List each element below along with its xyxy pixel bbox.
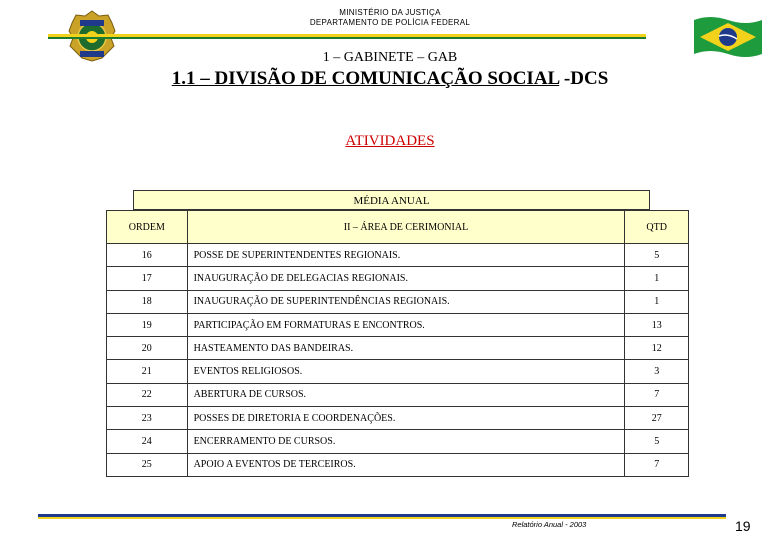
- row-qtd: 7: [625, 383, 689, 406]
- row-order: 25: [107, 453, 188, 476]
- row-activity: INAUGURAÇÃO DE SUPERINTENDÊNCIAS REGIONAIS.: [187, 290, 625, 313]
- footer-rule-yellow: [38, 517, 726, 519]
- row-activity: POSSES DE DIRETORIA E COORDENAÇÕES.: [187, 407, 625, 430]
- header-rule-green: [48, 37, 646, 39]
- table-row: [107, 430, 689, 453]
- report-label: Relatório Anual - 2003: [512, 520, 587, 529]
- table-row: [107, 244, 689, 267]
- row-activity: INAUGURAÇÃO DE DELEGACIAS REGIONAIS.: [187, 267, 625, 290]
- division-title: [0, 68, 780, 90]
- row-order: 19: [107, 313, 188, 336]
- row-activity: EVENTOS RELIGIOSOS.: [187, 360, 625, 383]
- row-order: 16: [107, 244, 188, 267]
- table-row: [107, 453, 689, 476]
- activities-table: [106, 210, 689, 477]
- header-text: [0, 8, 780, 28]
- department-name: DEPARTAMENTO DE POLÍCIA FEDERAL: [309, 18, 471, 27]
- row-order: 24: [107, 430, 188, 453]
- activities-title: ATIVIDADES: [345, 133, 435, 149]
- table-row: [107, 337, 689, 360]
- row-activity: ABERTURA DE CURSOS.: [187, 383, 625, 406]
- page-number: 19: [735, 518, 751, 534]
- row-qtd: 5: [625, 244, 689, 267]
- row-qtd: 27: [625, 407, 689, 430]
- table-row: [107, 313, 689, 336]
- division-title-suffix: -DCS: [559, 68, 609, 89]
- column-header-area: II – ÁREA DE CERIMONIAL: [187, 211, 625, 244]
- row-order: 17: [107, 267, 188, 290]
- row-qtd: 13: [625, 313, 689, 336]
- row-qtd: 5: [625, 430, 689, 453]
- table-row: [107, 360, 689, 383]
- row-activity: APOIO A EVENTOS DE TERCEIROS.: [187, 453, 625, 476]
- row-order: 23: [107, 407, 188, 430]
- table-row: [107, 383, 689, 406]
- ministry-name: MINISTÉRIO DA JUSTIÇA: [339, 8, 441, 17]
- row-qtd: 12: [625, 337, 689, 360]
- row-activity: ENCERRAMENTO DE CURSOS.: [187, 430, 625, 453]
- row-qtd: 1: [625, 290, 689, 313]
- table-header-row: [107, 211, 689, 244]
- table-row: [107, 267, 689, 290]
- table-row: [107, 290, 689, 313]
- section-title: 1 – GABINETE – GAB: [322, 50, 458, 65]
- row-qtd: 1: [625, 267, 689, 290]
- row-activity: HASTEAMENTO DAS BANDEIRAS.: [187, 337, 625, 360]
- column-header-qtd: QTD: [625, 211, 689, 244]
- row-order: 18: [107, 290, 188, 313]
- division-title-main: 1.1 – DIVISÃO DE COMUNICAÇÃO SOCIAL: [171, 68, 560, 89]
- row-activity: PARTICIPAÇÃO EM FORMATURAS E ENCONTROS.: [187, 313, 625, 336]
- row-order: 21: [107, 360, 188, 383]
- row-qtd: 7: [625, 453, 689, 476]
- table-caption: MÉDIA ANUAL: [133, 190, 650, 210]
- row-order: 22: [107, 383, 188, 406]
- row-qtd: 3: [625, 360, 689, 383]
- table-row: [107, 407, 689, 430]
- row-activity: POSSE DE SUPERINTENDENTES REGIONAIS.: [187, 244, 625, 267]
- column-header-order: ORDEM: [107, 211, 188, 244]
- row-order: 20: [107, 337, 188, 360]
